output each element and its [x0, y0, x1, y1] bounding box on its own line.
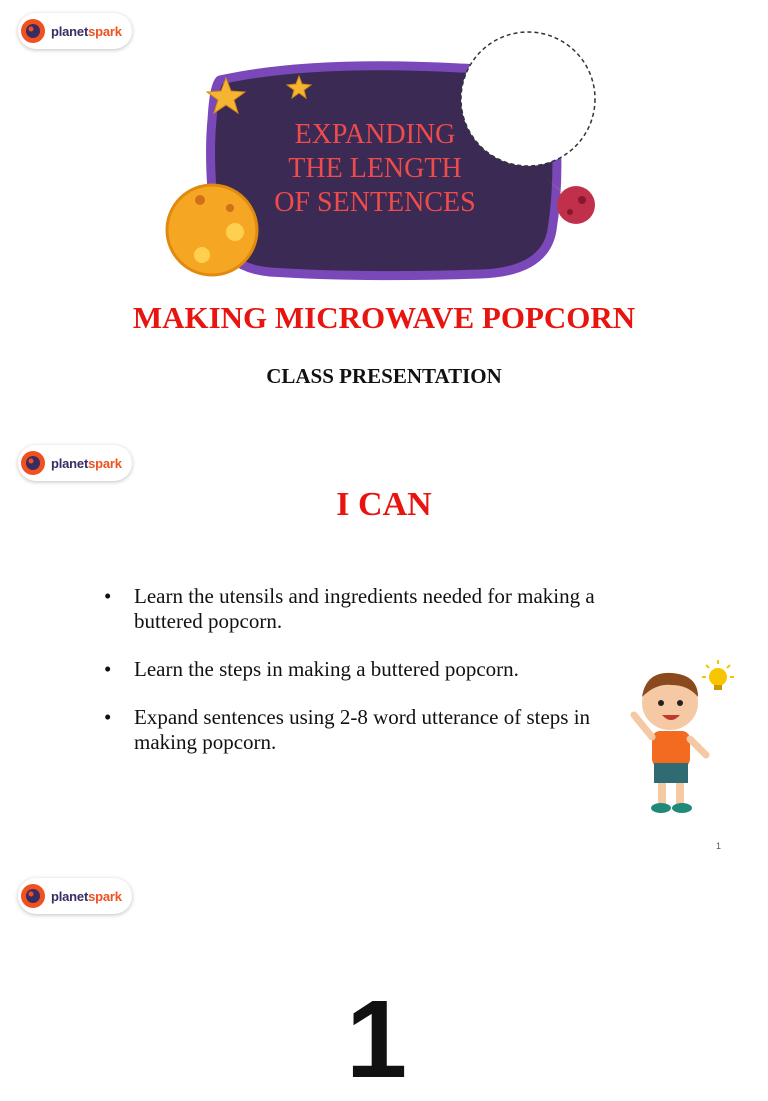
banner-title-line: EXPANDING: [294, 119, 456, 150]
subtitle: CLASS PRESENTATION: [266, 364, 502, 388]
logo-text-planet: planet: [51, 455, 89, 471]
planetspark-logo: [18, 878, 132, 914]
step-number: [346, 978, 408, 1101]
logo-text-spark: spark: [88, 455, 122, 471]
page-number: 1: [716, 841, 722, 851]
i-can-heading: I CAN: [336, 486, 432, 523]
planet-logo-icon: [20, 18, 46, 44]
list-item: • Expand sentences using 2-8 word utterance of steps in making popcorn.: [104, 705, 591, 754]
boy-with-idea-illustration: [606, 655, 746, 820]
logo-text-spark: spark: [88, 888, 122, 904]
logo-text-planet: planet: [51, 888, 89, 904]
banner-title-line: OF SENTENCES: [274, 187, 476, 218]
meteor-icon: [557, 186, 595, 224]
planetspark-logo: [18, 445, 132, 481]
planet-logo-icon: [20, 450, 46, 476]
planet-logo-icon: [20, 883, 46, 909]
planetspark-logo: [18, 13, 132, 49]
slide-title: [0, 0, 768, 420]
step-number-text: 1: [346, 978, 408, 1101]
logo-text-planet: planet: [51, 23, 89, 39]
lightbulb-icon: [702, 660, 734, 690]
banner-title: [240, 118, 510, 220]
list-item: • Learn the utensils and ingredients needed for making a buttered popcorn.: [104, 584, 595, 633]
main-title: MAKING MICROWAVE POPCORN: [132, 300, 636, 335]
objective-list: [100, 584, 600, 778]
logo-text-spark: spark: [88, 23, 122, 39]
banner-title-line: THE LENGTH: [288, 153, 462, 184]
list-item: • Learn the steps in making a buttered popcorn.: [104, 657, 519, 681]
